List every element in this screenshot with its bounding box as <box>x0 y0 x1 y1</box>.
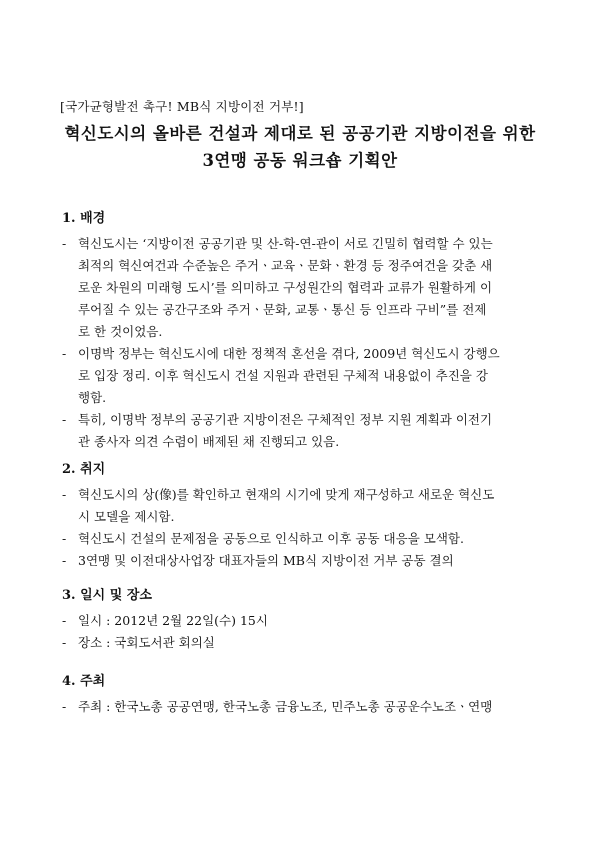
bullet-item <box>62 632 552 654</box>
bullet-dash: - <box>62 236 67 251</box>
bullet-line: 주최 : 한국노총 공공연맹, 한국노총 금융노조, 민주노총 공공운수노조ㆍ연맹 <box>78 699 493 714</box>
bullet-dash: - <box>62 531 67 546</box>
bullet-item <box>62 343 552 409</box>
section-heading: 1. 배경 <box>62 211 106 226</box>
bullet-item <box>62 409 552 453</box>
bullet-line: 루어질 수 있는 공간구조와 주거ㆍ문화, 교통ㆍ통신 등 인프라 구비”를 전제 <box>78 302 487 317</box>
bullet-line: 최적의 혁신여건과 수준높은 주거ㆍ교육ㆍ문화ㆍ환경 등 정주여건을 갖춘 새 <box>78 258 493 273</box>
bullet-dash: - <box>62 635 67 650</box>
bullet-dash: - <box>62 553 67 568</box>
bullet-item <box>62 550 552 572</box>
bullet-line: 관 종사자 의견 수렴이 배제된 채 진행되고 있음. <box>78 434 340 449</box>
document-subtitle: [국가균형발전 촉구! MB식 지방이전 거부!] <box>60 99 304 114</box>
bullet-line: 3연맹 및 이전대상사업장 대표자들의 MB식 지방이전 거부 공동 결의 <box>78 553 454 568</box>
bullet-line: 행함. <box>78 390 107 405</box>
section-heading: 4. 주최 <box>62 674 106 689</box>
bullet-line: 로 입장 정리. 이후 혁신도시 건설 지원과 관련된 구체적 내용없이 추진을 강 <box>78 368 488 383</box>
section-host <box>62 672 552 718</box>
bullet-item <box>62 610 552 632</box>
section-purpose <box>62 460 552 572</box>
section-heading: 3. 일시 및 장소 <box>62 588 152 603</box>
bullet-line: 혁신도시는 ‘지방이전 공공기관 및 산-학-연-관이 서로 긴밀히 협력할 수 있는 <box>78 236 493 251</box>
bullet-item <box>62 696 552 718</box>
bullet-line: 이명박 정부는 혁신도시에 대한 정책적 혼선을 겪다, 2009년 혁신도시 강행으 <box>78 346 500 361</box>
bullet-item <box>62 528 552 550</box>
bullet-line: 로운 차원의 미래형 도시’를 의미하고 구성원간의 협력과 교류가 원활하게 이 <box>78 280 493 295</box>
section-background <box>62 209 552 453</box>
bullet-dash: - <box>62 613 67 628</box>
bullet-line: 로 한 것이었음. <box>78 324 163 339</box>
bullet-line: 시 모델을 제시함. <box>78 509 175 524</box>
bullet-line: 혁신도시의 상(像)를 확인하고 현재의 시기에 맞게 재구성하고 새로운 혁신도 <box>78 487 495 502</box>
bullet-line: 특히, 이명박 정부의 공공기관 지방이전은 구체적인 정부 지원 계획과 이전기 <box>78 412 493 427</box>
bullet-line: 일시 : 2012년 2월 22일(수) 15시 <box>78 613 268 628</box>
section-heading: 2. 취지 <box>62 462 106 477</box>
bullet-line: 혁신도시 건설의 문제점을 공동으로 인식하고 이후 공동 대응을 모색함. <box>78 531 464 546</box>
document-title-line-1: 혁신도시의 올바른 건설과 제대로 된 공공기관 지방이전을 위한 <box>64 124 536 143</box>
bullet-item <box>62 233 552 343</box>
bullet-dash: - <box>62 412 67 427</box>
bullet-dash: - <box>62 346 67 361</box>
section-date-place <box>62 586 552 654</box>
bullet-line: 장소 : 국회도서관 회의실 <box>78 635 215 650</box>
document-title-line-2: 3연맹 공동 워크숍 기획안 <box>202 151 398 170</box>
bullet-dash: - <box>62 699 67 714</box>
bullet-dash: - <box>62 487 67 502</box>
bullet-item <box>62 484 552 528</box>
